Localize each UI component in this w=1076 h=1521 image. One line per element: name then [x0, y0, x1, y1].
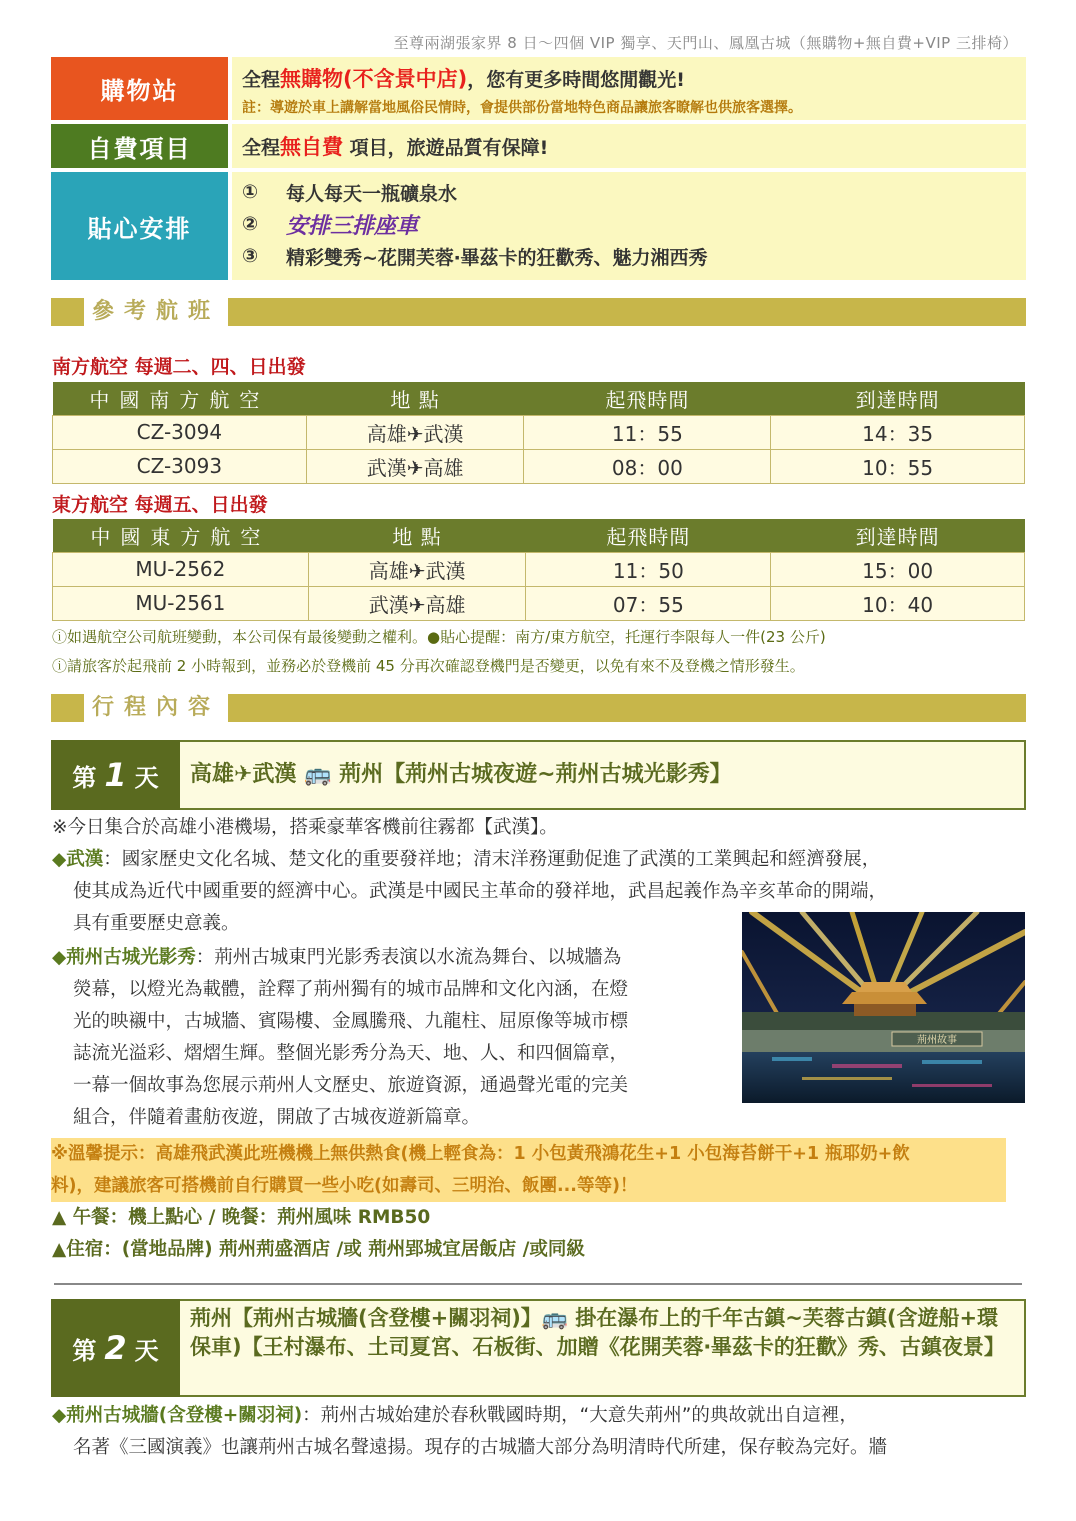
care-item [242, 176, 1016, 208]
care-content [232, 172, 1026, 280]
day1-header [51, 740, 1026, 810]
page-header: 至尊兩湖張家界 8 日～四個 VIP 獨享、天門山、鳳凰古城（無購物+無自費+VIP 三排椅） [393, 34, 1018, 52]
day-suffix: 天 [134, 1336, 159, 1365]
care-item-number: ① [242, 181, 259, 203]
section-block [51, 694, 84, 722]
paragraph-line: ：荊州古城始建於春秋戰國時期，“大意失荊州”的典故就出自這裡， [302, 1405, 858, 1426]
shopping-content [232, 57, 1026, 120]
table-cell: 08：00 [524, 449, 771, 483]
table-header: 到達時間 [771, 382, 1025, 415]
table-header: 起飛時間 [524, 382, 771, 415]
warm-tip-line: ※溫馨提示：高雄飛武漢此班機機上無供熱食(機上輕食為：1 小包黃飛鴻花生+1 小包海苔餅干+1 瓶耶奶+飲 [51, 1144, 910, 1164]
day1-title: 高雄✈武漢 🚌 荊州【荊州古城夜遊~荊州古城光影秀】 [180, 740, 1026, 810]
self-paid-highlight: 無自費 [280, 135, 344, 159]
paragraph-line: 具有重要歷史意義。 [73, 913, 240, 934]
day-number: 1 [104, 756, 127, 794]
day1-meals: ▲ 午餐：機上點心 / 晚餐：荊州風味 RMB50 [52, 1207, 431, 1228]
paragraph-line: ：荊州古城東門光影秀表演以水流為舞台、以城牆為 [195, 947, 622, 968]
day1-hotel: ▲住宿：(當地品牌) 荊州荊盛酒店 /或 荊州郢城宜居飯店 /或同級 [52, 1239, 585, 1260]
table-header: 地 點 [308, 519, 526, 552]
self-paid-label: 自費項目 [51, 124, 228, 168]
table-cell: 武漢✈高雄 [306, 449, 524, 483]
paragraph-line: 誌流光溢彩、熠熠生輝。整個光影秀分為天、地、人、和四個篇章， [73, 1043, 629, 1064]
light-show-paragraph [52, 942, 732, 1134]
itinerary-section-title: 行程內容 [84, 694, 228, 722]
day1-badge [51, 740, 180, 810]
light-show-label: 荊州古城光影秀 [66, 947, 196, 968]
city-wall-label: 荊州古城牆(含登樓+關羽祠) [66, 1405, 303, 1426]
self-paid-pre: 全程 [242, 137, 281, 159]
section-block [51, 298, 84, 326]
flight-notice: ⓘ請旅客於起飛前 2 小時報到，並務必於登機前 45 分再次確認登機門是否變更，以免有來不及登機之情形發生。 [52, 657, 805, 675]
divider [54, 1283, 1022, 1285]
paragraph-line: ：國家歷史文化名城、楚文化的重要發祥地；清末洋務運動促進了武漢的工業興起和經濟發展， [103, 849, 881, 870]
table-row [53, 415, 1025, 449]
table-header: 地 點 [306, 382, 524, 415]
paragraph-line: 名著《三國演義》也讓荊州古城名聲遠揚。現存的古城牆大部分為明清時代所建，保存較為完好。牆 [73, 1437, 888, 1458]
self-paid-row [51, 124, 1026, 168]
shopping-row [51, 57, 1026, 120]
table-cell: MU-2561 [53, 586, 309, 620]
jingzhou-light-show-photo [742, 912, 1025, 1103]
care-item-text: 安排三排座車 [286, 213, 419, 239]
warm-tip-line: 料)，建議旅客可搭機前自行購買一些小吃(如壽司、三明治、飯團...等等)！ [51, 1176, 638, 1196]
day2-title: 荊州【荊州古城牆(含登樓+關羽祠)】🚌 掛在瀑布上的千年古鎮~芙蓉古鎮(含遊船+環保車)【王村瀑布、土司夏宮、石板街、加贈《花開芙蓉‧畢茲卡的狂歡》秀、古鎮夜景】 [180, 1299, 1026, 1397]
shopping-post: ，您有更多時間悠閒觀光! [467, 69, 685, 91]
self-paid-content [232, 124, 1026, 168]
photo-image [742, 912, 1025, 1103]
care-item [242, 208, 1016, 240]
shopping-note: 註：導遊於車上講解當地風俗民情時，會提供部份當地特色商品讓旅客瞭解也供旅客選擇。 [242, 100, 802, 116]
care-item [242, 240, 1016, 272]
paragraph-line: 光的映襯中，古城牆、賓陽樓、金鳳騰飛、九龍柱、屈原像等城市標 [73, 1011, 629, 1032]
table-cell: MU-2562 [53, 552, 309, 586]
table-header-row [53, 382, 1025, 415]
shopping-highlight: 無購物(不含景中店) [280, 67, 468, 91]
care-item-text: 每人每天一瓶礦泉水 [286, 182, 458, 205]
flight-notice: ⓘ如遇航空公司航班變動，本公司保有最後變動之權利。●貼心提醒：南方/東方航空，托運行李限每人一件(23 公斤) [52, 628, 826, 646]
city-wall-paragraph [52, 1400, 1027, 1464]
day1-intro: ※今日集合於高雄小港機場，搭乘豪華客機前往霧都【武漢】。 [52, 817, 558, 838]
table-row [53, 586, 1025, 620]
table-cell: CZ-3094 [53, 415, 307, 449]
table-cell: 15：00 [771, 552, 1025, 586]
warm-tip [51, 1138, 1006, 1202]
day-suffix: 天 [134, 763, 159, 792]
east-airline-title: 東方航空 每週五、日出發 [52, 494, 268, 516]
table-header-row [53, 519, 1025, 552]
self-paid-post: 項目，旅遊品質有保障! [343, 137, 549, 159]
table-header: 起飛時間 [526, 519, 771, 552]
flights-section-title: 參考航班 [84, 298, 228, 326]
section-rule [228, 694, 1026, 722]
bullet-icon: ◆ [52, 849, 67, 870]
table-cell: 14：35 [771, 415, 1025, 449]
bullet-icon: ◆ [52, 1405, 67, 1426]
wuhan-label: 武漢 [66, 849, 104, 870]
south-airline-title: 南方航空 每週二、四、日出發 [52, 356, 306, 378]
paragraph-line: 一幕一個故事為您展示荊州人文歷史、旅遊資源，通過聲光電的完美 [73, 1075, 629, 1096]
table-row [53, 552, 1025, 586]
table-header: 中國東方航空 [53, 519, 309, 552]
table-header: 到達時間 [771, 519, 1025, 552]
table-cell: CZ-3093 [53, 449, 307, 483]
table-cell: 高雄✈武漢 [308, 552, 526, 586]
day2-header [51, 1299, 1026, 1397]
shopping-label: 購物站 [51, 57, 228, 120]
care-item-number: ② [242, 213, 259, 235]
table-cell: 10：40 [771, 586, 1025, 620]
care-row [51, 172, 1026, 280]
table-cell: 11：55 [524, 415, 771, 449]
care-label: 貼心安排 [51, 172, 228, 280]
day2-badge [51, 1299, 180, 1397]
day-number: 2 [104, 1329, 127, 1367]
table-header: 中國南方航空 [53, 382, 307, 415]
table-cell: 11：50 [526, 552, 771, 586]
paragraph-line: 組合，伴隨着畫舫夜遊，開啟了古城夜遊新篇章。 [73, 1107, 481, 1128]
table-row [53, 449, 1025, 483]
table-cell: 武漢✈高雄 [308, 586, 526, 620]
flights-section-bar [51, 298, 1026, 326]
east-flight-table [52, 519, 1025, 621]
table-cell: 07：55 [526, 586, 771, 620]
itinerary-section-bar [51, 694, 1026, 722]
section-rule [228, 298, 1026, 326]
paragraph-line: 熒幕，以燈光為載體，詮釋了荊州獨有的城市品牌和文化內涵，在燈 [73, 979, 629, 1000]
day-prefix: 第 [72, 1336, 97, 1365]
table-cell: 高雄✈武漢 [306, 415, 524, 449]
shopping-pre: 全程 [242, 69, 281, 91]
table-cell: 10：55 [771, 449, 1025, 483]
bullet-icon: ◆ [52, 947, 67, 968]
south-flight-table [52, 382, 1025, 484]
paragraph-line: 使其成為近代中國重要的經濟中心。武漢是中國民主革命的發祥地，武昌起義作為辛亥革命的開端， [73, 881, 888, 902]
photo-caption: 荊州故事 [917, 1035, 957, 1046]
care-item-text: 精彩雙秀~花開芙蓉‧畢茲卡的狂歡秀、魅力湘西秀 [286, 246, 708, 269]
care-item-number: ③ [242, 245, 259, 267]
day-prefix: 第 [72, 763, 97, 792]
